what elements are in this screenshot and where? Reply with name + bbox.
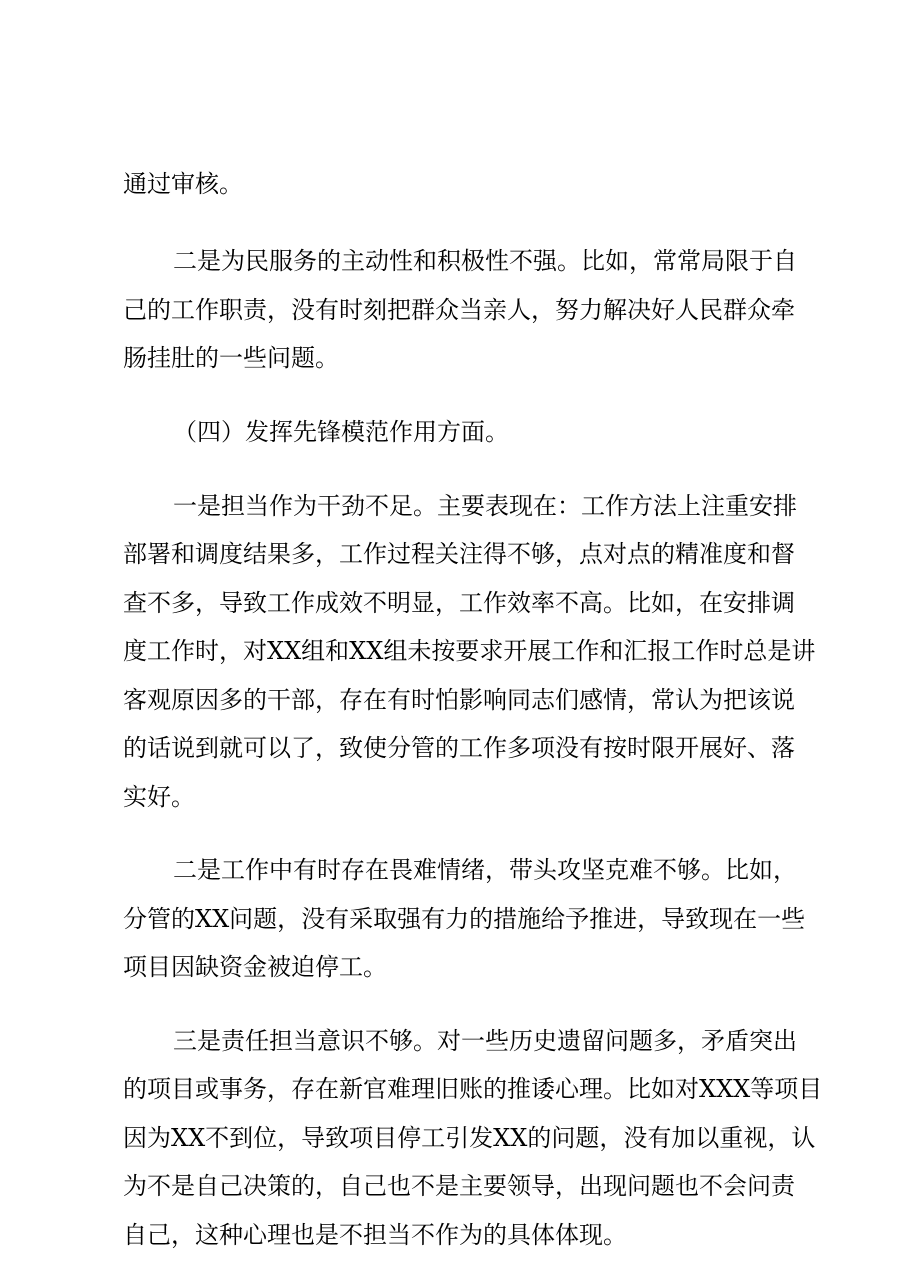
paragraph-line: 自己，这种心理也是不担当不作为的具体体现。 bbox=[123, 1221, 627, 1249]
paragraph-line: 的话说到就可以了，致使分管的工作多项没有按时限开展好、落 bbox=[123, 734, 795, 762]
paragraph-line: 通过审核。 bbox=[123, 170, 243, 198]
paragraph-line: 的项目或事务，存在新官难理旧账的推诿心理。比如对XXX等项目 bbox=[123, 1075, 823, 1103]
section-heading: （四）发挥先锋模范作用方面。 bbox=[173, 418, 509, 446]
paragraph-line: 为不是自己决策的，自己也不是主要领导，出现问题也不会问责 bbox=[123, 1172, 795, 1200]
paragraph-line: 肠挂肚的一些问题。 bbox=[123, 344, 339, 372]
paragraph-line: 项目因缺资金被迫停工。 bbox=[123, 953, 387, 981]
paragraph-line: 因为XX不到位，导致项目停工引发XX的问题，没有加以重视，认 bbox=[123, 1124, 816, 1152]
paragraph-line: 度工作时，对XX组和XX组未按要求开展工作和汇报工作时总是讲 bbox=[123, 637, 816, 665]
paragraph-line: 一是担当作为干劲不足。主要表现在：工作方法上注重安排 bbox=[173, 492, 797, 520]
paragraph-line: 二是为民服务的主动性和积极性不强。比如，常常局限于自 bbox=[173, 247, 797, 275]
paragraph-line: 三是责任担当意识不够。对一些历史遗留问题多，矛盾突出 bbox=[173, 1027, 797, 1055]
paragraph-line: 实好。 bbox=[123, 783, 195, 811]
paragraph-line: 己的工作职责，没有时刻把群众当亲人，努力解决好人民群众牵 bbox=[123, 296, 795, 324]
paragraph-line: 二是工作中有时存在畏难情绪，带头攻坚克难不够。比如， bbox=[173, 856, 797, 884]
paragraph-line: 客观原因多的干部，存在有时怕影响同志们感情，常认为把该说 bbox=[123, 686, 795, 714]
paragraph-line: 部署和调度结果多，工作过程关注得不够，点对点的精准度和督 bbox=[123, 540, 795, 568]
paragraph-line: 查不多，导致工作成效不明显，工作效率不高。比如，在安排调 bbox=[123, 589, 795, 617]
paragraph-line: 分管的XX问题，没有采取强有力的措施给予推进，导致现在一些 bbox=[123, 905, 806, 933]
